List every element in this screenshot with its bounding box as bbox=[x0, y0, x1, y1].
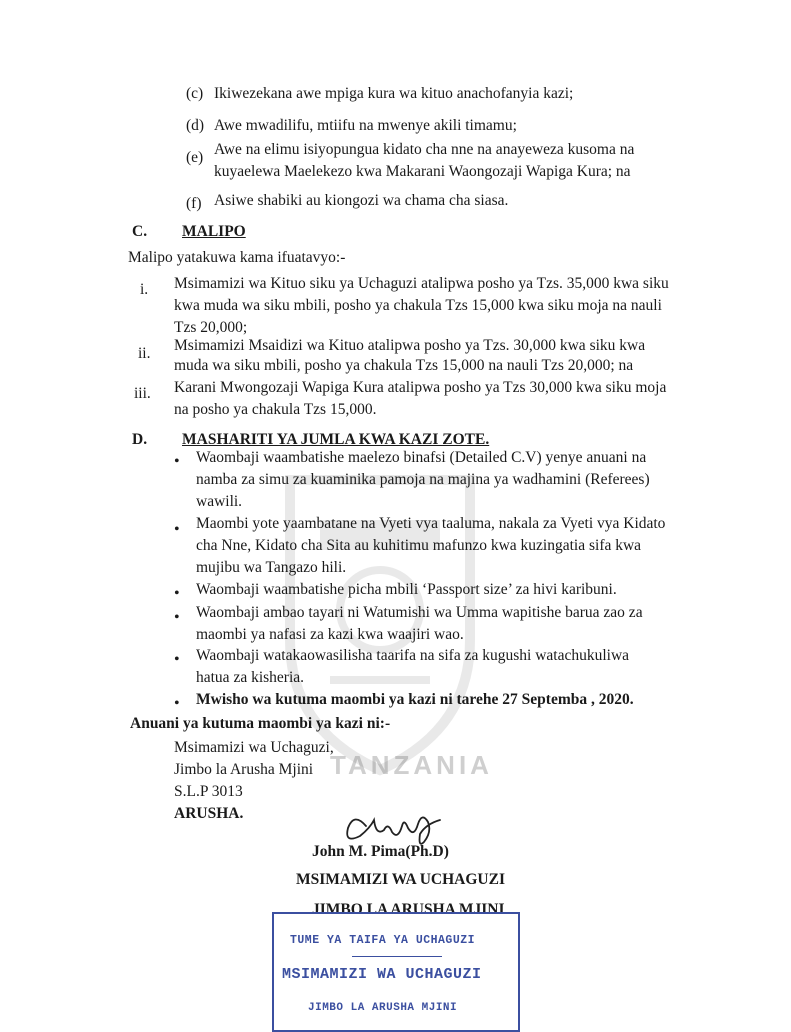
bullet-text: maombi ya nafasi za kazi kwa waajiri wao. bbox=[196, 626, 464, 643]
address-intro: Anuani ya kutuma maombi ya kazi ni:- bbox=[130, 715, 391, 732]
list-marker: ii. bbox=[138, 345, 151, 362]
bullet-text: Waombaji waambatishe maelezo binafsi (Detailed C.V) yenye anuani na bbox=[196, 449, 647, 466]
list-item-text: Msimamizi Msaidizi wa Kituo atalipwa posho ya Tzs. 30,000 kwa siku kwa bbox=[174, 337, 646, 354]
bullet-text: wawili. bbox=[196, 493, 243, 510]
section-c-letter: C. bbox=[132, 223, 148, 240]
deadline-text: Mwisho wa kutuma maombi ya kazi ni tarehe 27 Septemba , 2020. bbox=[196, 691, 634, 708]
bullet-text: hatua za kisheria. bbox=[196, 669, 305, 686]
section-c-title: MALIPO bbox=[182, 223, 246, 240]
list-item-text: na posho ya chakula Tzs 15,000. bbox=[174, 401, 377, 418]
address-line: Msimamizi wa Uchaguzi, bbox=[174, 739, 334, 756]
list-item-text: kuyaelewa Maelekezo kwa Makarani Waongozaji Wapiga Kura; na bbox=[214, 163, 631, 180]
list-marker: (f) bbox=[186, 195, 202, 212]
list-marker: (c) bbox=[186, 85, 204, 102]
bullet-text: Maombi yote yaambatane na Vyeti vya taaluma, nakala za Vyeti vya Kidato bbox=[196, 515, 666, 532]
bullet-icon: • bbox=[174, 453, 180, 470]
list-item-text: Karani Mwongozaji Wapiga Kura atalipwa posho ya Tzs 30,000 kwa siku moja bbox=[174, 379, 667, 396]
signatory-office: JIMBO LA ARUSHA MJINI bbox=[312, 901, 505, 918]
signatory-title: MSIMAMIZI WA UCHAGUZI bbox=[296, 871, 505, 888]
bullet-icon: • bbox=[174, 651, 180, 668]
list-item-text: Awe mwadilifu, mtiifu na mwenye akili timamu; bbox=[214, 117, 517, 134]
list-marker: iii. bbox=[134, 385, 151, 402]
bullet-icon: • bbox=[174, 695, 180, 712]
list-marker: (e) bbox=[186, 149, 204, 166]
list-marker: i. bbox=[140, 281, 149, 298]
official-stamp bbox=[272, 912, 520, 1032]
stamp-line: TUME YA TAIFA YA UCHAGUZI bbox=[290, 934, 476, 947]
list-marker: (d) bbox=[186, 117, 205, 134]
bullet-icon: • bbox=[174, 585, 180, 602]
bullet-text: mujibu wa Tangazo hili. bbox=[196, 559, 347, 576]
signatory-name: John M. Pima(Ph.D) bbox=[312, 843, 449, 860]
bullet-text: Waombaji ambao tayari ni Watumishi wa Umma wapitishe barua zao za bbox=[196, 604, 643, 621]
section-d-letter: D. bbox=[132, 431, 148, 448]
stamp-line: MSIMAMIZI WA UCHAGUZI bbox=[282, 966, 482, 983]
section-d-title: MASHARITI YA JUMLA KWA KAZI ZOTE. bbox=[182, 431, 490, 448]
list-item-text: Msimamizi wa Kituo siku ya Uchaguzi atalipwa posho ya Tzs. 35,000 kwa siku bbox=[174, 275, 669, 292]
stamp-line: JIMBO LA ARUSHA MJINI bbox=[308, 1002, 458, 1014]
address-line: Jimbo la Arusha Mjini bbox=[174, 761, 314, 778]
address-line: S.L.P 3013 bbox=[174, 783, 243, 800]
list-item-text: Ikiwezekana awe mpiga kura wa kituo anachofanyia kazi; bbox=[214, 85, 574, 102]
list-item-text: kwa muda wa siku mbili, posho ya chakula Tzs 15,000 kwa siku moja na nauli bbox=[174, 297, 662, 314]
list-item-text: Tzs 20,000; bbox=[174, 319, 248, 336]
watermark-text: TANZANIA bbox=[330, 750, 493, 780]
stamp-rule bbox=[352, 956, 442, 957]
bullet-text: namba za simu za kuaminika pamoja na majina ya wadhamini (Referees) bbox=[196, 471, 650, 488]
bullet-icon: • bbox=[174, 609, 180, 626]
bullet-text: Waombaji watakaowasilisha taarifa na sifa za kugushi watachukuliwa bbox=[196, 647, 630, 664]
section-c-intro: Malipo yatakuwa kama ifuatavyo:- bbox=[128, 249, 346, 266]
bullet-icon: • bbox=[174, 521, 180, 538]
bullet-text: Waombaji waambatishe picha mbili ‘Passport size’ za hivi karibuni. bbox=[196, 581, 617, 598]
list-item-text: Awe na elimu isiyopungua kidato cha nne na anayeweza kusoma na bbox=[214, 141, 635, 158]
list-item-text: muda wa siku mbili, posho ya chakula Tzs 15,000 na nauli Tzs 20,000; na bbox=[174, 357, 634, 374]
list-item-text: Asiwe shabiki au kiongozi wa chama cha siasa. bbox=[214, 192, 509, 209]
address-city: ARUSHA. bbox=[174, 805, 244, 822]
bullet-text: cha Nne, Kidato cha Sita au kuhitimu mafunzo kwa kuzingatia sifa kwa bbox=[196, 537, 642, 554]
